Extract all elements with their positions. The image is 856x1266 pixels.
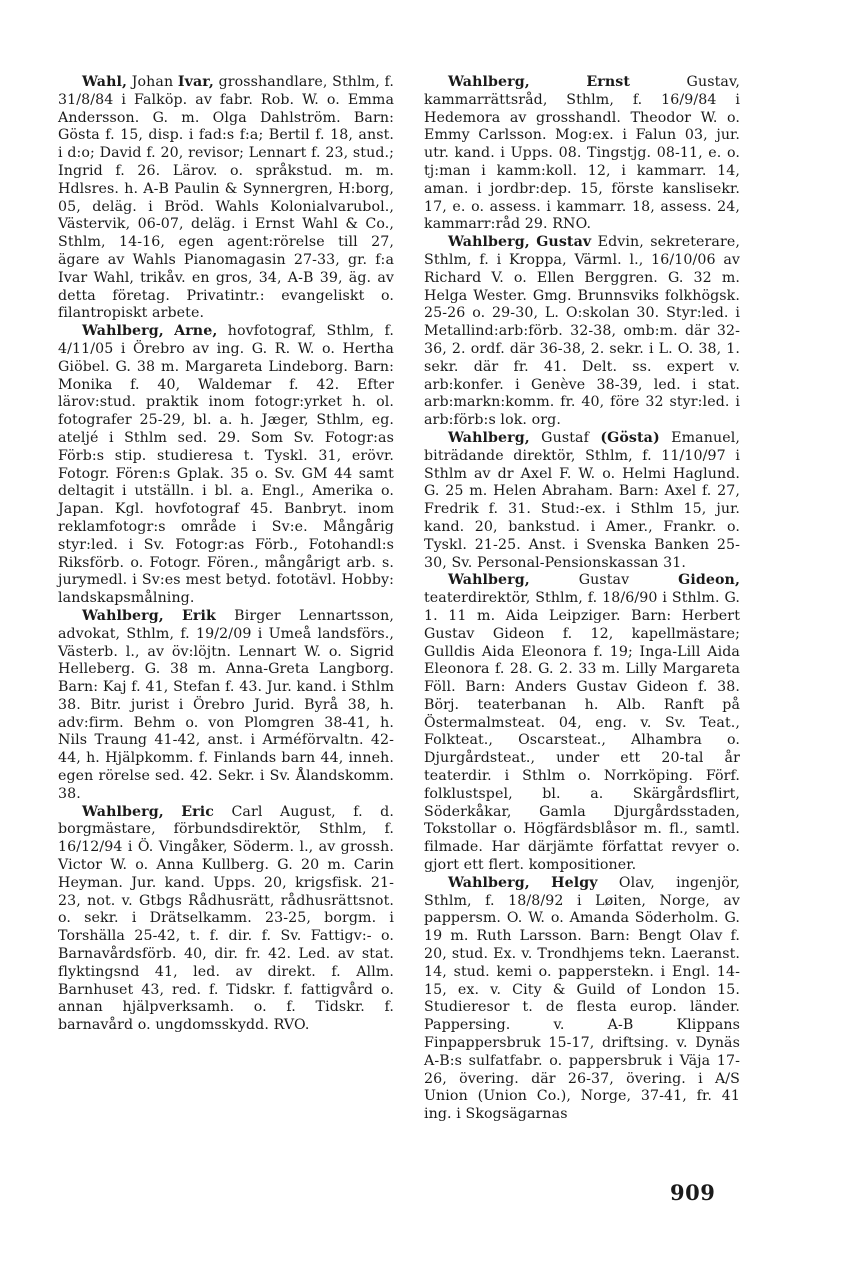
entry-text: hovfotograf, Sthlm, f. 4/11/05 i Örebro av ing. G. R. W. o. Hertha Giöbel. G. 38 m. Margareta Lindeborg. Barn: Monika f. 40, Waldemar f. 42. Efter lärov:stud. praktik inom fotogr:yrket h. ol. fotografer 25-29, bl. a. h. Jæger, Sthlm, eg. ateljé i Sthlm sed. 29. Som Sv. Fotogr:as Förb:s stip. studieresa t. Tyskl. 31, erövr. Fotogr. Fören:s Gplak. 35 o. Sv. GM 44 samt deltagit i utställn. i bl. a. Engl., Amerika o. Japan. Kgl. hovfotograf 45. Banbryt. inom reklamfotogr:s område i Sv:e. Mångårig styr:led. i Sv. Fotogr:as Förb., Fotohandl:s Riksförb. o. Fotogr. Fören., mångårigt arb. s. jurymedl. i Sv:es mest betyd. fototävl. Hobby: landskapsmålning. xyxy=(58,323,394,607)
given-name-bold: Eric xyxy=(181,803,214,820)
surname: Wahlberg, xyxy=(82,803,164,820)
given-name-bold: Gideon, xyxy=(678,572,740,589)
given-name-bold: Erik xyxy=(182,607,216,624)
given-name-bold: Arne, xyxy=(174,323,218,340)
biography-entry xyxy=(424,234,740,430)
entry-text: Carl August, f. d. borgmästare, förbundsdirektör, Sthlm, f. 16/12/94 i Ö. Vingåker, Söderm. l., av grossh. Victor W. o. Anna Kullberg. G. 20 m. Carin Heyman. Jur. kand. Upps. 20, krigsfisk. 21-23, not. v. Gtbgs Rådhusrätt, rådhusrättsnot. o. sekr. i Drätselkamm. 23-25, borgm. i Torshälla 25-42, t. f. dir. f. Sv. Fattigv:- o. Barnavårdsförb. 40, dir. fr. 42. Led. av stat. flyktingsnd 41, led. av direkt. f. Allm. Barnhuset 43, red. f. Tidskr. f. fattigvård o. annan hjälpverksamh. o. f. Tidskr. f. barnavård o. ungdomsskydd. RVO. xyxy=(58,803,394,1034)
entry-text: grosshandlare, Sthlm, f. 31/8/84 i Falköp. av fabr. Rob. W. o. Emma Andersson. G. m. Olga Dahlström. Barn: Gösta f. 15, disp. i fad:s f:a; Bertil f. 18, anst. i d:o; David f. 20, revisor; Lennart f. 23, stud.; Ingrid f. 26. Lärov. o. språkstud. m. m. Hdlsres. h. A-B Paulin & Synnergren, H:borg, 05, deläg. i Bröd. Wahls Kolonialvarubol., Västervik, 06-07, deläg. i Ernst Wahl & Co., Sthlm, 14-16, egen agent:rörelse till 27, ägare av Wahls Pianomagasin 27-33, gr. f:a Ivar Wahl, trikåv. en gros, 34, A-B 39, äg. av detta företag. Privatintr.: evangeliskt o. filantropiskt arbete. xyxy=(58,74,394,322)
given-name: Gustav xyxy=(578,572,630,589)
surname: Wahlberg, xyxy=(448,874,530,891)
left-column xyxy=(58,74,394,1035)
surname: Wahlberg, xyxy=(82,323,164,340)
biography-entry xyxy=(424,430,740,572)
given-name-bold: Helgy xyxy=(551,874,598,891)
biography-entry xyxy=(58,608,394,804)
biography-entry xyxy=(424,572,740,875)
biography-entry xyxy=(58,323,394,608)
surname: Wahl, xyxy=(82,74,128,90)
given-name-bold: (Gösta) xyxy=(600,429,660,446)
entry-text: Olav, ingenjör, Sthlm, f. 18/8/92 i Løiten, Norge, av pappersm. O. W. o. Amanda Söderholm. G. 19 m. Ruth Larsson. Barn: Bengt Olav f. 20, stud. Ex. v. Trondhjems tekn. Laeranst. 14, stud. kemi o. papperstekn. i Engl. 14-15, ex. v. City & Guild of London 15. Studieresor t. de flesta europ. länder. Pappersing. v. A-B Klippans Finpappersbruk 15-17, driftsing. v. Dynäs A-B:s sulfatfabr. o. pappersbruk i Väja 17-26, övering. där 26-37, övering. i A/S Union (Union Co.), Norge, 37-41, fr. 41 ing. i Skogsägarnas xyxy=(424,874,740,1123)
given-name: Johan xyxy=(131,74,174,90)
surname: Wahlberg, xyxy=(448,572,530,589)
surname: Wahlberg, xyxy=(448,234,530,251)
entry-text: Birger Lennartsson, advokat, Sthlm, f. 19/2/09 i Umeå landsförs., Västerb. l., av öv:löjtn. Lennart W. o. Sigrid Helleberg. G. 38 m. Anna-Greta Langborg. Barn: Kaj f. 41, Stefan f. 43. Jur. kand. i Sthlm 38. Bitr. jurist i Örebro Jurid. Byrå 38, h. adv:firm. Behm o. von Plomgren 38-41, h. Nils Traung 41-42, anst. i Arméförvaltn. 42-44, h. Hjälpkomm. f. Finlands barn 44, inneh. egen rörelse sed. 42. Sekr. i Sv. Ålandskomm. 38. xyxy=(58,607,394,802)
right-column xyxy=(424,74,740,1124)
entry-text: teaterdirektör, Sthlm, f. 18/6/90 i Sthlm. G. 1. 11 m. Aida Leipziger. Barn: Herbert Gustav Gideon f. 12, kapellmästare; Gulldis Aida Eleonora f. 19; Inga-Lill Aida Eleonora f. 28. G. 2. 33 m. Lilly Margareta Föll. Barn: Anders Gustav Gideon f. 38. Börj. teaterbanan h. Alb. Ranft på Östermalmsteat. 04, eng. v. Sv. Teat., Folkteat., Oscarsteat., Alhambra o. Djurgårdsteat., under ett 20-tal år teaterdir. i Sthlm o. Norrköping. Förf. folklustspel, bl. a. Skärgårdsflirt, Söderkåkar, Gamla Djurgårdsstaden, Tokstollar o. Högfärdsblåsor m. fl., samtl. filmade. Har därjämte författat revyer o. gjort ett flert. kompositioner. xyxy=(424,590,740,874)
page-number: 909 xyxy=(670,1180,716,1205)
biography-entry xyxy=(58,804,394,1035)
given-name: Gustaf xyxy=(541,429,589,446)
given-name-bold: Ernst xyxy=(586,74,630,90)
biography-entry xyxy=(58,74,394,323)
biography-entry xyxy=(424,74,740,234)
surname: Wahlberg, xyxy=(448,74,530,90)
biography-entry xyxy=(424,875,740,1124)
surname: Wahlberg, xyxy=(448,429,530,446)
entry-text: Emanuel, biträdande direktör, Sthlm, f. 11/10/97 i Sthlm av dr Axel F. W. o. Helmi Haglund. G. 25 m. Helen Abraham. Barn: Axel f. 27, Fredrik f. 31. Stud:-ex. i Sthlm 15, jur. kand. 20, bankstud. i Amer., Frankr. o. Tyskl. 21-25. Anst. i Svenska Banken 25-30, Sv. Personal-Pensionskassan 31. xyxy=(424,429,740,571)
entry-text: Edvin, sekreterare, Sthlm, f. i Kroppa, Värml. l., 16/10/06 av Richard V. o. Ellen Berggren. G. 32 m. Helga Wester. Gmg. Brunnsviks folkhögsk. 25-26 o. 29-30, L. O:skolan 30. Styr:led. i Metallind:arb:förb. 32-38, omb:m. där 32-36, 2. ordf. där 36-38, 2. sekr. i L. O. 38, 1. sekr. där fr. 41. Delt. ss. expert v. arb:konfer. i Genève 38-39, led. i stat. arb:markn:komm. fr. 40, före 32 styr:led. i arb:förb:s lok. org. xyxy=(424,234,740,429)
entry-text: Gustav, kammarrättsråd, Sthlm, f. 16/9/84 i Hedemora av grosshandl. Theodor W. o. Emmy Carlsson. Mog:ex. i Falun 03, jur. utr. kand. i Upps. 08. Tingstjg. 08-11, e. o. tj:man i kamm:koll. 12, i kammarr. 14, aman. i jordbr:dep. 15, förste kanslisekr. 17, e. o. assess. i kammarr. 18, assess. 24, kammarr:råd 29. RNO. xyxy=(424,74,740,233)
given-name-bold: Gustav xyxy=(536,234,592,251)
surname: Wahlberg, xyxy=(82,607,164,624)
given-name-bold: Ivar, xyxy=(177,74,214,90)
